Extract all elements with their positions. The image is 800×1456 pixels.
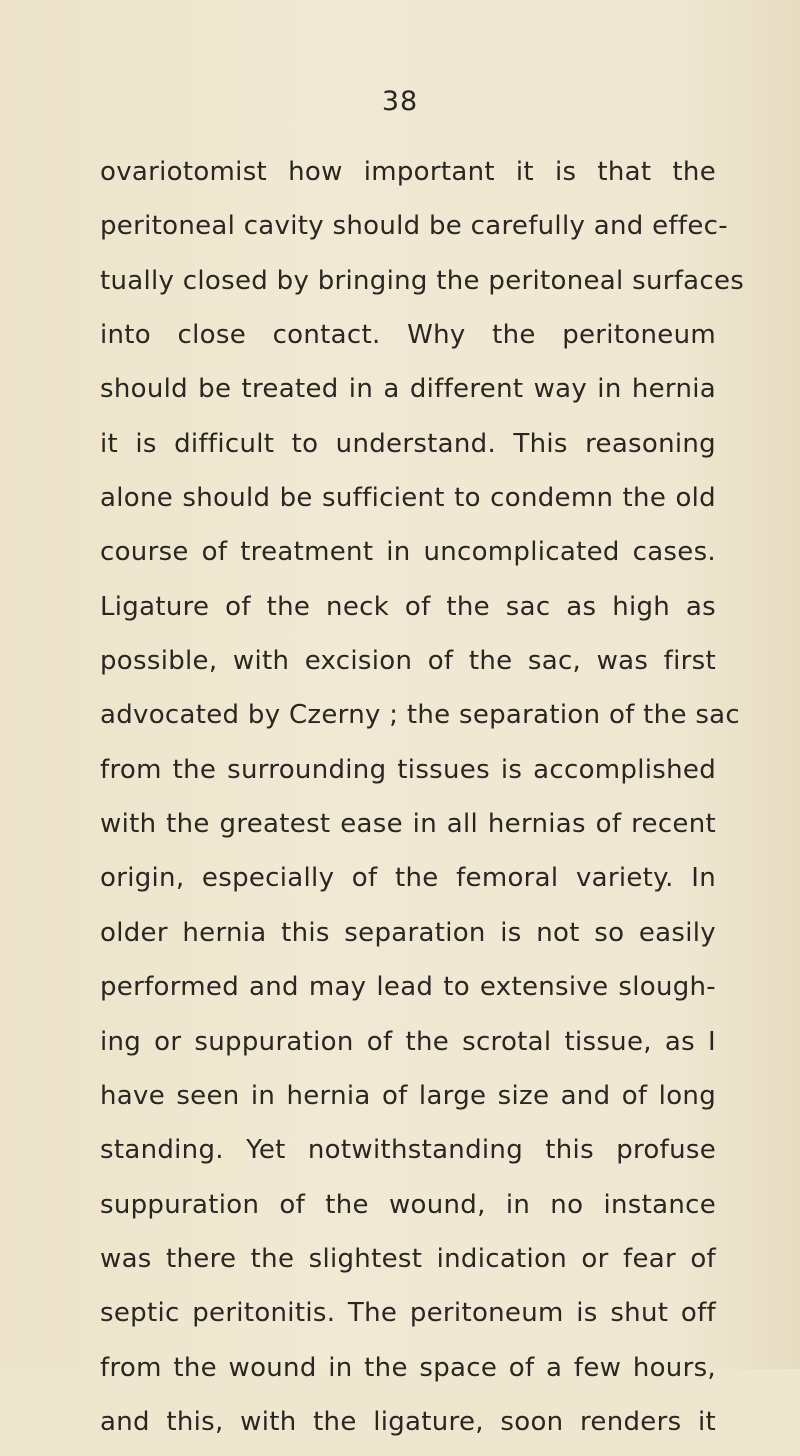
text-line: peritoneal cavity should be carefully and effec- [100,211,728,242]
text-line: suppuration of the wound, in no instance [100,1189,716,1220]
text-line: ing or suppuration of the scrotal tissue, as I [100,1026,716,1057]
page-number: 38 [381,86,419,117]
text-line: from the wound in the space of a few hours, [100,1352,716,1383]
text-line: performed and may lead to extensive slough- [100,972,716,1003]
text-line: was there the slightest indication or fear of [100,1243,716,1274]
text-line: Ligature of the neck of the sac as high as [100,591,716,622]
text-line: with the greatest ease in all hernias of recent [100,809,716,840]
text-line: ovariotomist how important it is that the [100,157,716,187]
text-line: advocated by Czerny ; the separation of the sac [100,700,740,731]
text-line: should be treated in a different way in hernia [100,374,716,405]
text-line: course of treatment in uncomplicated cases. [100,537,716,568]
text-line: from the surrounding tissues is accomplished [100,754,716,785]
text-line: and this, with the ligature, soon renders it [100,1406,716,1437]
text-line: alone should be sufficient to condemn the old [100,483,716,514]
text-line: have seen in hernia of large size and of long [100,1080,716,1111]
text-line: tually closed by bringing the peritoneal surfaces [100,265,745,296]
text-line: standing. Yet notwithstanding this profuse [100,1135,716,1166]
body-text [100,152,745,1456]
text-line: possible, with excision of the sac, was first [100,646,716,677]
text-line: septic peritonitis. The peritoneum is shut off [100,1298,716,1329]
text-line: older hernia this separation is not so easily [100,917,716,948]
text-line: it is difficult to understand. This reasoning [100,428,716,459]
text-line: into close contact. Why the peritoneum [100,320,716,351]
text-line: origin, especially of the femoral variety. In [100,863,716,894]
